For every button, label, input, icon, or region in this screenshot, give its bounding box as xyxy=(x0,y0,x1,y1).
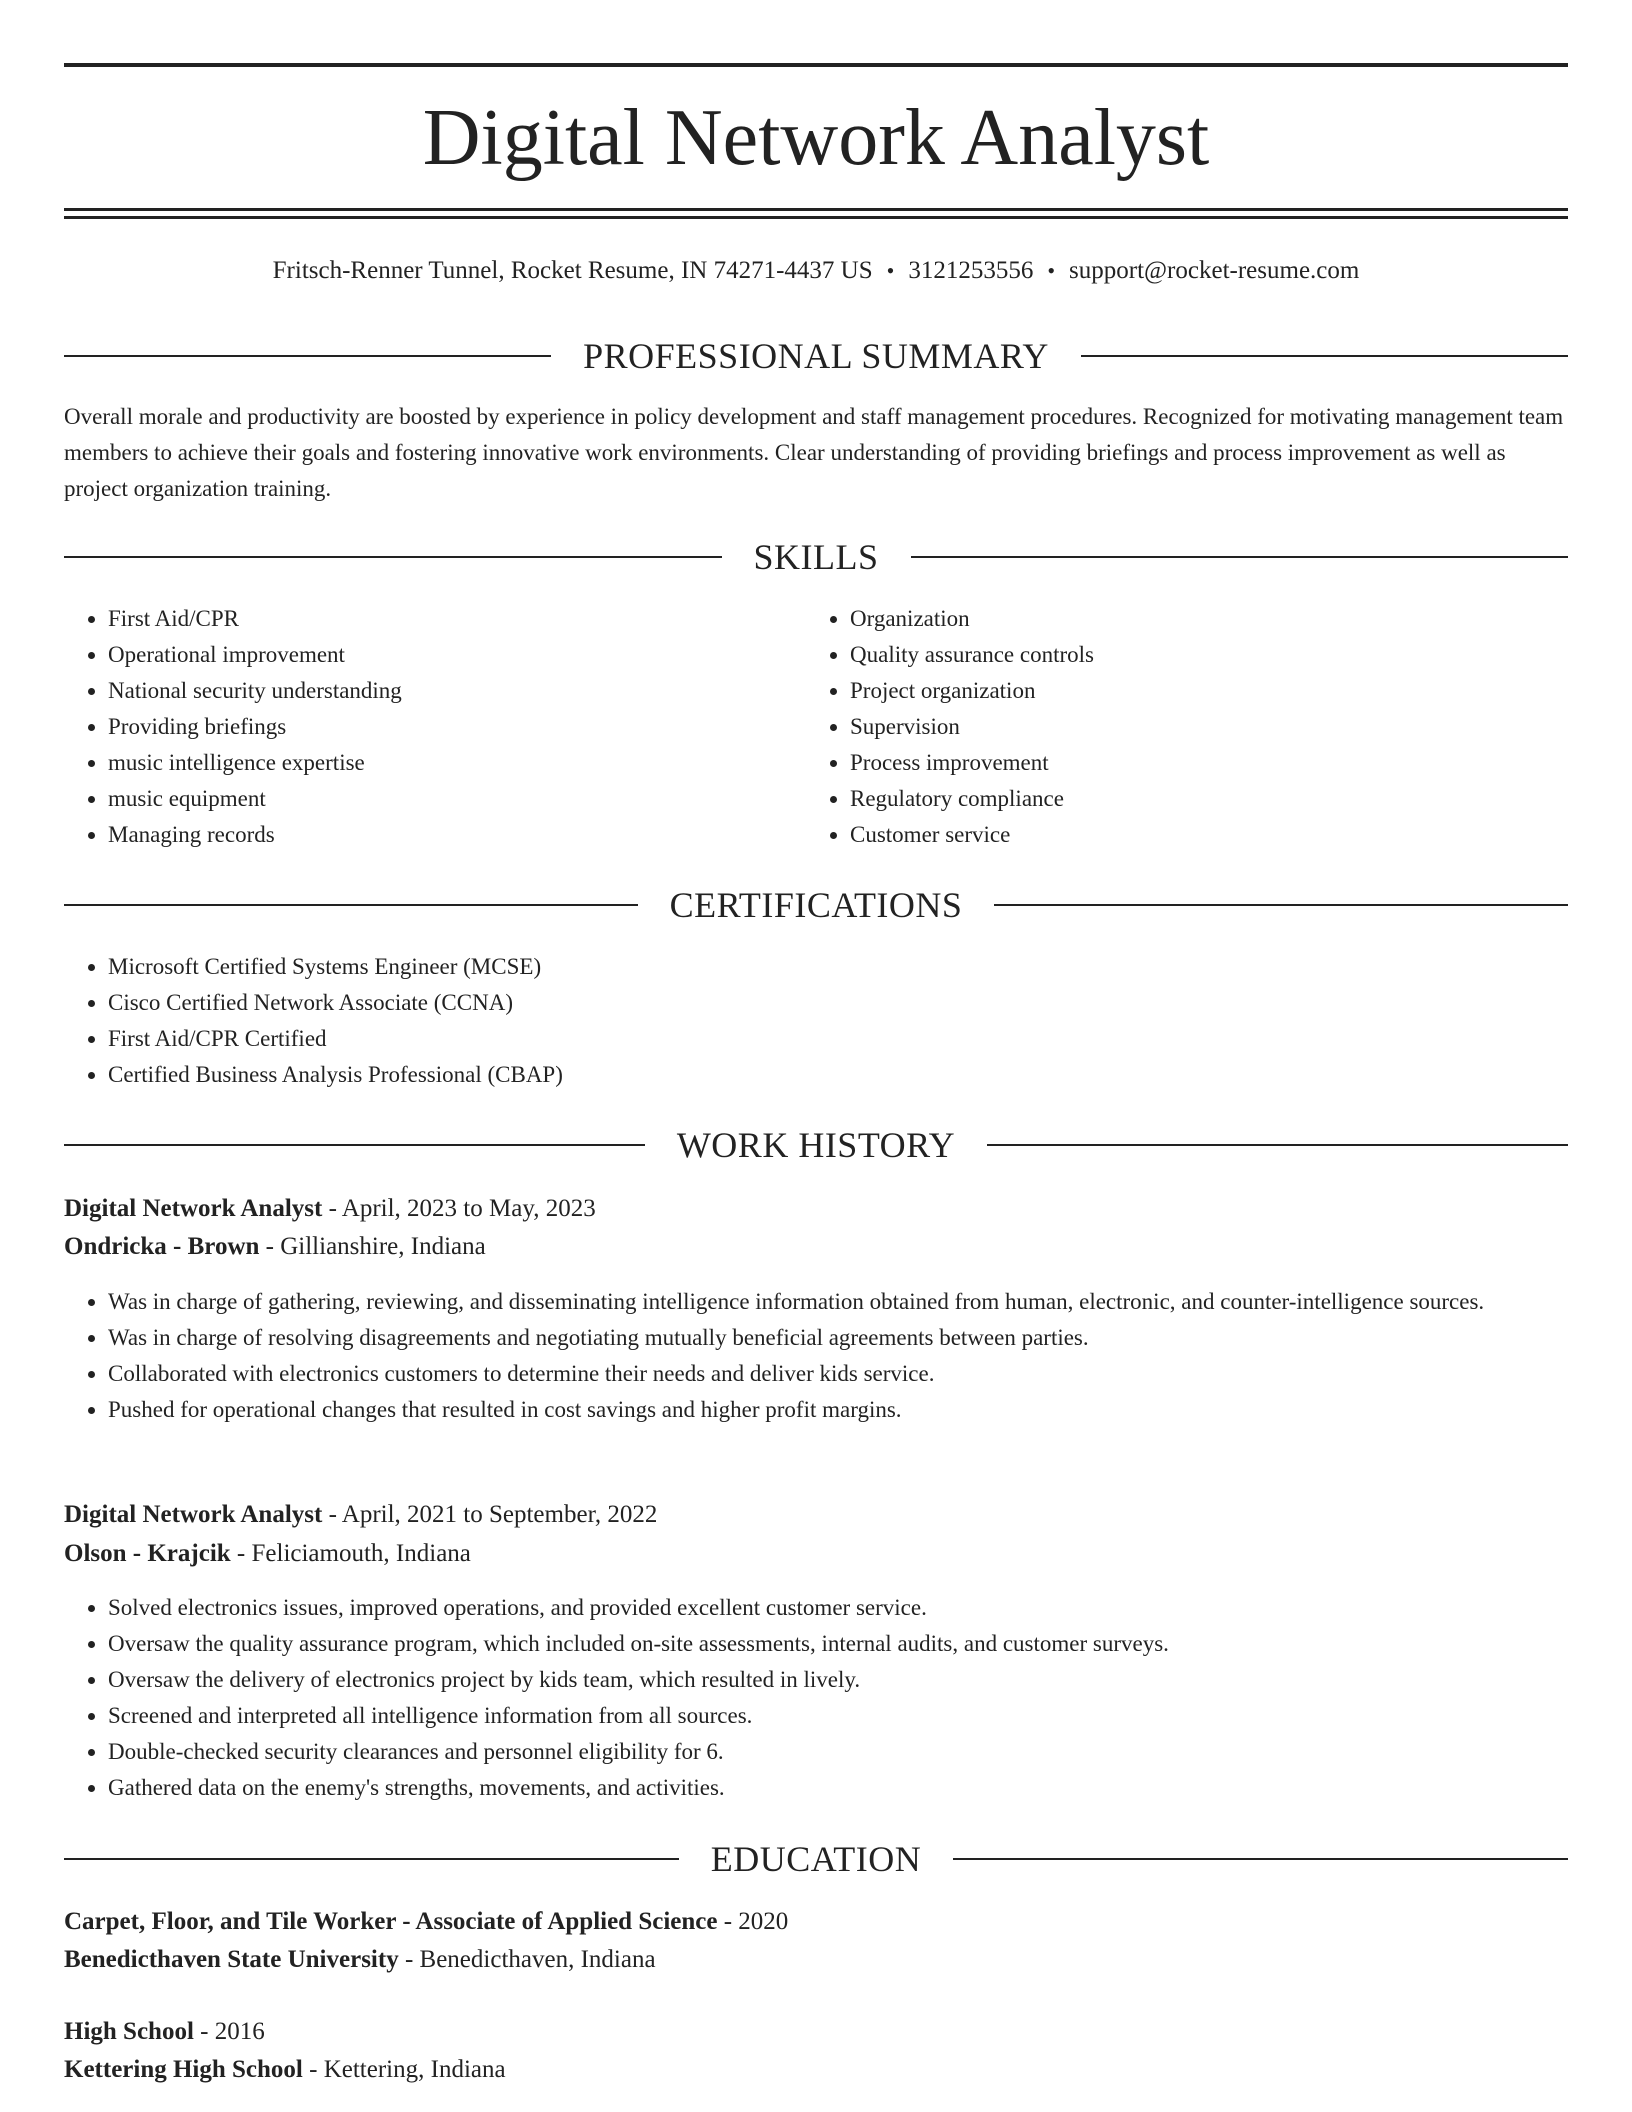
certification-item: • First Aid/CPR Certified xyxy=(108,1021,1508,1057)
job-dates: - April, 2021 to September, 2022 xyxy=(322,1501,658,1528)
skill-item: • Operational improvement xyxy=(108,637,788,673)
heading-rule xyxy=(1081,355,1568,357)
job-title-line xyxy=(64,1190,1568,1228)
job-bullet: • Oversaw the delivery of electronics project by kids team, which resulted in lively. xyxy=(108,1662,1568,1698)
skill-item: • Providing briefings xyxy=(108,709,788,745)
job-company: Olson - Krajcik xyxy=(64,1540,231,1567)
contact-email: support@rocket-resume.com xyxy=(1069,257,1360,284)
heading-rule xyxy=(64,355,551,357)
job-bullet: • Gathered data on the enemy's strengths, movements, and activities. xyxy=(108,1770,1568,1806)
job-bullet: • Screened and interpreted all intelligence information from all sources. xyxy=(108,1698,1568,1734)
contact-address: Fritsch-Renner Tunnel, Rocket Resume, IN 74271-4437 US xyxy=(272,257,873,284)
job-bullet: • Was in charge of resolving disagreements and negotiating mutually beneficial agreements between parties. xyxy=(108,1320,1568,1356)
contact-separator: • xyxy=(886,258,895,283)
heading-rule xyxy=(953,1858,1568,1860)
job-bullets xyxy=(64,1284,1568,1428)
section-title: PROFESSIONAL SUMMARY xyxy=(583,336,1049,376)
job-bullet: • Oversaw the quality assurance program, which included on-site assessments, internal audits, and customer surveys. xyxy=(108,1626,1568,1662)
section-title: EDUCATION xyxy=(710,1839,922,1879)
job-bullet: • Pushed for operational changes that resulted in cost savings and higher profit margins. xyxy=(108,1392,1568,1428)
section-title: SKILLS xyxy=(753,537,879,577)
job-title: Digital Network Analyst xyxy=(64,1195,323,1222)
title-rule-lower xyxy=(64,216,1568,219)
job-company: Ondricka - Brown xyxy=(64,1233,260,1260)
heading-rule xyxy=(64,1858,679,1860)
heading-rule xyxy=(994,904,1568,906)
education-degree: Carpet, Floor, and Tile Worker - Associate of Applied Science xyxy=(64,1908,718,1935)
certification-item: • Certified Business Analysis Professional (CBAP) xyxy=(108,1057,1508,1093)
education-degree-line xyxy=(64,2013,1568,2051)
certifications-list xyxy=(64,949,1508,1093)
education-school: Kettering High School xyxy=(64,2056,303,2083)
contact-line xyxy=(64,254,1568,288)
skill-item: • Process improvement xyxy=(850,745,1550,781)
education-school-line xyxy=(64,1941,1568,1979)
skill-item: • music equipment xyxy=(108,781,788,817)
section-title: WORK HISTORY xyxy=(676,1125,956,1165)
skill-item: • music intelligence expertise xyxy=(108,745,788,781)
education-degree-line xyxy=(64,1903,1568,1941)
section-heading-education xyxy=(64,1839,1568,1879)
job-company-line xyxy=(64,1228,1568,1266)
heading-rule xyxy=(987,1144,1568,1146)
education-school: Benedicthaven State University xyxy=(64,1946,399,1973)
skill-item: • Managing records xyxy=(108,817,788,853)
skill-item: • Organization xyxy=(850,601,1550,637)
job-bullet: • Was in charge of gathering, reviewing, and disseminating intelligence information obtained from human, electronic, and counter-intelligence sources. xyxy=(108,1284,1568,1320)
section-heading-skills xyxy=(64,537,1568,577)
heading-rule xyxy=(64,556,722,558)
summary-text: Overall morale and productivity are boosted by experience in policy development and staff management procedures. Recognized for motivating management team members to achieve their goals and fostering innovative work environments. Clear understanding of providing briefings and process improvement as well as project organization training. xyxy=(64,404,1564,501)
skills-list-left xyxy=(64,601,788,853)
heading-rule xyxy=(64,904,638,906)
contact-phone: 3121253556 xyxy=(908,257,1034,284)
education-school-line xyxy=(64,2051,1568,2089)
job-title: Digital Network Analyst xyxy=(64,1501,323,1528)
education-location: - Kettering, Indiana xyxy=(302,2056,506,2083)
certification-item: • Microsoft Certified Systems Engineer (MCSE) xyxy=(108,949,1508,985)
resume-title: Digital Network Analyst xyxy=(422,94,1210,182)
job-bullet: • Solved electronics issues, improved operations, and provided excellent customer service. xyxy=(108,1590,1568,1626)
heading-rule xyxy=(64,1144,645,1146)
job-bullet: • Collaborated with electronics customers to determine their needs and deliver kids service. xyxy=(108,1356,1568,1392)
title-rule-upper xyxy=(64,208,1568,211)
skill-item: • Supervision xyxy=(850,709,1550,745)
education-degree: High School xyxy=(64,2018,194,2045)
skills-list-right xyxy=(806,601,1550,853)
skill-item: • National security understanding xyxy=(108,673,788,709)
job-company-line xyxy=(64,1535,1568,1573)
contact-separator: • xyxy=(1047,258,1056,283)
education-year: - 2020 xyxy=(717,1908,789,1935)
job-title-line xyxy=(64,1496,1568,1534)
job-bullets xyxy=(64,1590,1568,1806)
job-location: - Gillianshire, Indiana xyxy=(259,1233,486,1260)
education-location: - Benedicthaven, Indiana xyxy=(398,1946,656,1973)
top-rule xyxy=(64,63,1568,67)
skill-item: • Quality assurance controls xyxy=(850,637,1550,673)
skill-item: • Customer service xyxy=(850,817,1550,853)
job-location: - Feliciamouth, Indiana xyxy=(230,1540,471,1567)
job-bullet: • Double-checked security clearances and personnel eligibility for 6. xyxy=(108,1734,1568,1770)
section-title: CERTIFICATIONS xyxy=(669,885,963,925)
education-year: - 2016 xyxy=(193,2018,265,2045)
skill-item: • Regulatory compliance xyxy=(850,781,1550,817)
skill-item: • Project organization xyxy=(850,673,1550,709)
heading-rule xyxy=(911,556,1569,558)
certification-item: • Cisco Certified Network Associate (CCNA) xyxy=(108,985,1508,1021)
section-heading-summary xyxy=(64,336,1568,376)
job-dates: - April, 2023 to May, 2023 xyxy=(322,1195,596,1222)
skill-item: • First Aid/CPR xyxy=(108,601,788,637)
section-heading-work-history xyxy=(64,1125,1568,1165)
section-heading-certifications xyxy=(64,885,1568,925)
